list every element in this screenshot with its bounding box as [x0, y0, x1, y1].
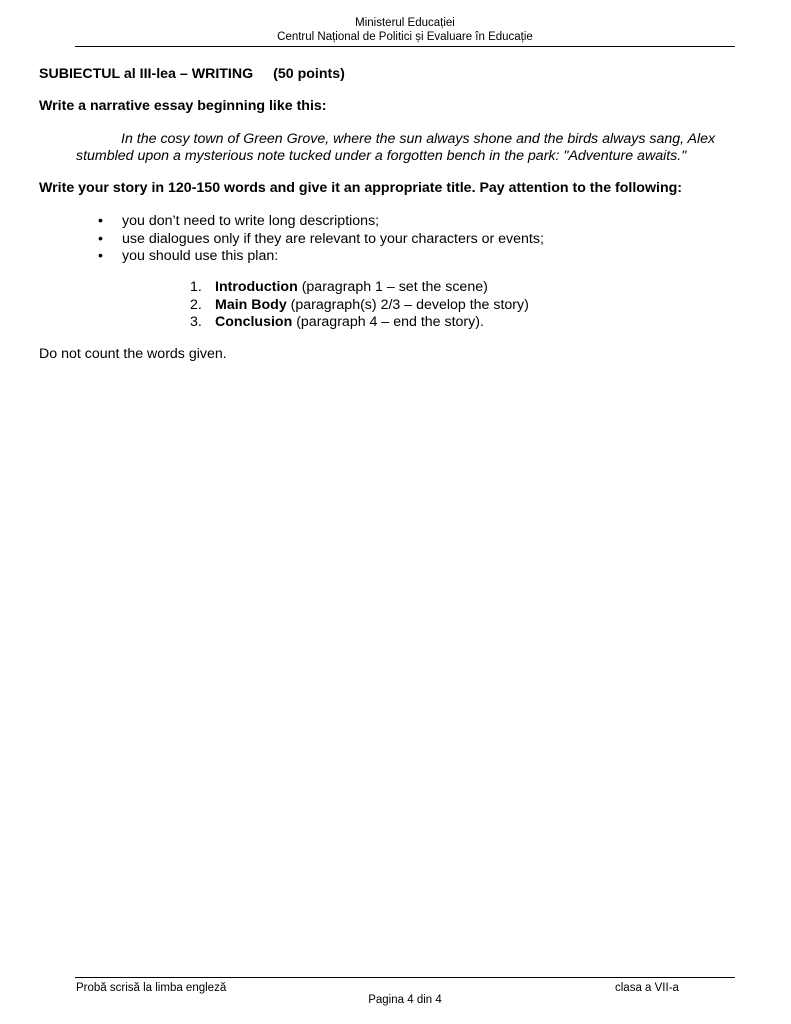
- plan-number: 2.: [190, 296, 202, 313]
- task-instruction: Write a narrative essay beginning like this:: [39, 98, 327, 114]
- plan-number: 3.: [190, 314, 202, 330]
- footer-grade: clasa a VII-a: [615, 982, 679, 994]
- header-divider: [75, 46, 735, 47]
- header-center: Centrul Național de Politici și Evaluare în Educație: [277, 31, 533, 43]
- plan-detail: (paragraph(s) 2/3 – develop the story): [286, 296, 529, 313]
- plan-item: [190, 297, 529, 315]
- bullet-icon: •: [98, 248, 103, 264]
- plan-number: 1.: [190, 279, 202, 295]
- essay-plan: [190, 279, 529, 332]
- guideline-text: you don’t need to write long descriptions;: [122, 213, 380, 229]
- list-item: [96, 248, 544, 266]
- section-points: (50 points): [273, 66, 345, 82]
- plan-label: Main Body: [215, 296, 287, 313]
- word-count-note: Do not count the words given.: [39, 346, 227, 362]
- document-header: [75, 16, 735, 44]
- plan-item: [190, 279, 529, 297]
- list-item: [96, 213, 544, 231]
- guideline-text: you should use this plan:: [122, 248, 279, 264]
- section-title: SUBIECTUL al III-lea – WRITING: [39, 66, 254, 82]
- plan-label: Introduction: [215, 279, 298, 295]
- bullet-icon: •: [98, 213, 103, 229]
- list-item: [96, 231, 544, 249]
- footer-divider: [75, 977, 735, 978]
- plan-detail: (paragraph 4 – end the story).: [292, 314, 484, 330]
- page-number: Pagina 4 din 4: [368, 994, 442, 1006]
- story-beginning: In the cosy town of Green Grove, where the sun always shone and the birds always sang, Alex stumbled upon a mysterious note tucked under a forgotten bench in the park: "Adventure awaits.": [76, 131, 716, 164]
- task-requirements: Write your story in 120-150 words and give it an appropriate title. Pay attention to the following:: [39, 180, 683, 196]
- plan-item: [190, 314, 529, 332]
- bullet-icon: •: [98, 230, 103, 247]
- section-heading: [39, 66, 345, 83]
- plan-label: Conclusion: [215, 314, 293, 330]
- guideline-text: use dialogues only if they are relevant to your characters or events;: [122, 230, 544, 247]
- footer-exam-name: Probă scrisă la limba engleză: [76, 982, 227, 994]
- header-ministry: Ministerul Educației: [355, 17, 455, 29]
- plan-detail: (paragraph 1 – set the scene): [297, 279, 488, 295]
- guidelines-list: [96, 213, 544, 266]
